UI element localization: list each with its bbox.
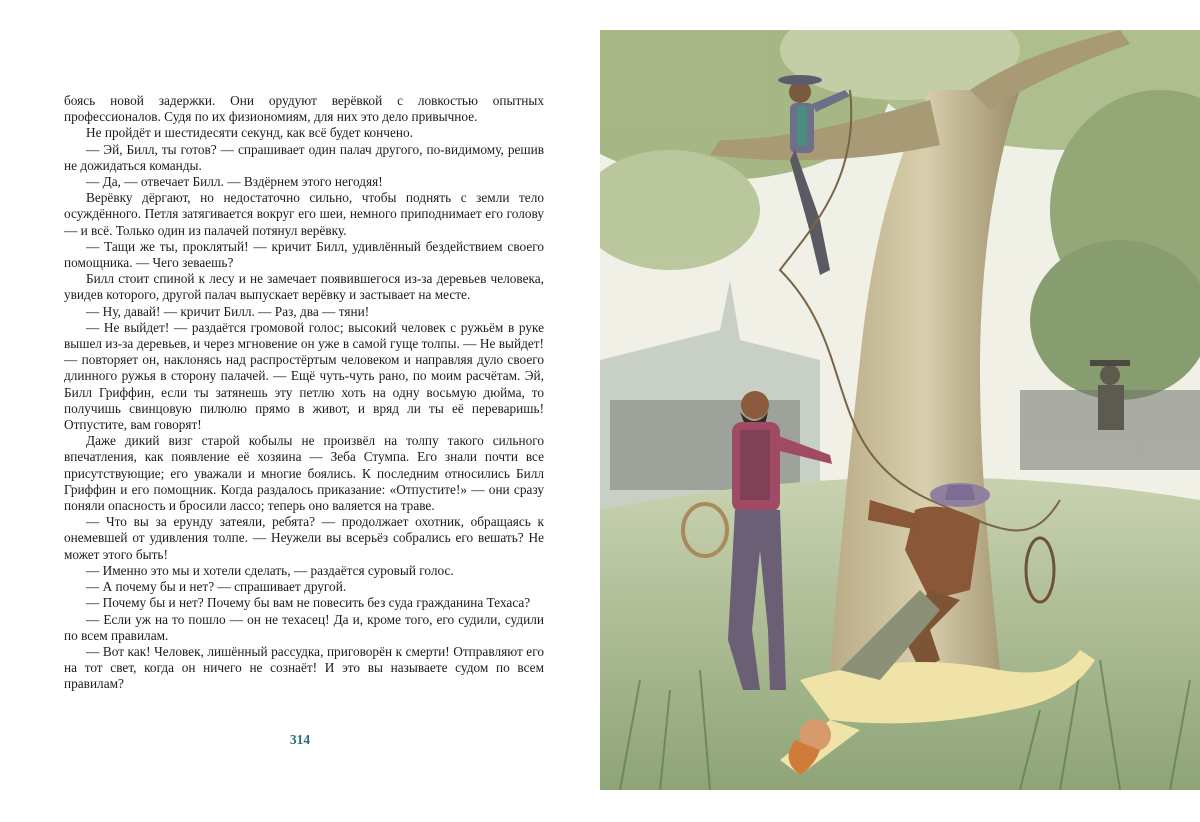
paragraph: — Именно это мы и хотели сделать, — раздаётся суровый голос. (86, 562, 454, 578)
paragraph: Даже дикий визг старой кобылы не произвёл на толпу такого сильного впечатления, как появление её хозяина — Зеба Стумпа. Его знали почти все присутствующие; его уважали и многие боялись. К последним относились Билл Гриффин и его помощник. Когда раздалось приказание: «Отпустите!» — они сразу поняли опасность и бросили лассо; теперь оно валяется на траве. (64, 433, 544, 514)
paragraph: боясь новой задержки. Они орудуют верёвкой с ловкостью опытных профессионалов. Судя по их физиономиям, для них это дело привычное. (64, 93, 544, 125)
paragraph: — Эй, Билл, ты готов? — спрашивает один палач другого, по-видимому, решив не дожидаться команды. (64, 141, 544, 173)
page-number: 314 (289, 732, 311, 747)
paragraph: Билл стоит спиной к лесу и не замечает появившегося из-за деревьев человека, увидев которого, другой палач выпускает верёвку и застывает на месте. (64, 271, 544, 303)
paragraph: — Что вы за ерунду затеяли, ребята? — продолжает охотник, обращаясь к онемевшей от удивления толпе. — Неужели вы всерьёз собрались его вешать? Не может этого быть! (64, 514, 544, 562)
paragraph: — А почему бы и нет? — спрашивает другой. (86, 579, 347, 595)
paragraph: — Ну, давай! — кричит Билл. — Раз, два — тяни! (86, 303, 370, 319)
paragraph: — Если уж на то пошло — он не техасец! Да и, кроме того, его судили, судили по всем правилам. (64, 611, 544, 643)
paragraph: — Вот как! Человек, лишённый рассудка, приговорён к смерти! Отправляют его на тот свет, когда он ничего не сознаёт! И это вы называете судом по всем правилам? (64, 643, 544, 692)
paragraph: Не пройдёт и шестидесяти секунд, как всё будет кончено. (86, 125, 413, 141)
paragraph: — Почему бы и нет? Почему бы вам не повесить без суда гражданина Техаса? (86, 595, 531, 611)
paragraph: Верёвку дёргают, но недостаточно сильно, чтобы поднять с земли тело осуждённого. Петля затягивается вокруг его шеи, немного приподнимает его голову — и всё. Только один из палачей потянул верёвку. (64, 190, 544, 238)
paragraph: — Тащи же ты, проклятый! — кричит Билл, удивлённый бездействием своего помощника. — Чего зеваешь? (64, 238, 544, 271)
paragraph: — Да, — отвечает Билл. — Вздёрнем этого негодяя! (86, 174, 383, 190)
illustration (600, 30, 1200, 790)
paragraph: — Не выйдет! — раздаётся громовой голос; высокий человек с ружьём в руке вышел из-за деревьев, и через мгновение он уже в самой гуще толпы. — Не выйдет! — повторяет он, наклонясь над распростёртым человеком и направляя дуло своего длинного ружья в сторону палачей. — Ещё чуть-чуть рано, по моим расчётам. Эй, Билл Гриффин, если ты затянешь эту петлю хоть на одну восьмую дюйма, то получишь свинцовую пилюлю прямо в живот, и вряд ли ты её переваришь! Отпустите, вам говорят! (64, 319, 544, 433)
illustration-svg (600, 30, 1200, 790)
text-column (64, 93, 544, 693)
